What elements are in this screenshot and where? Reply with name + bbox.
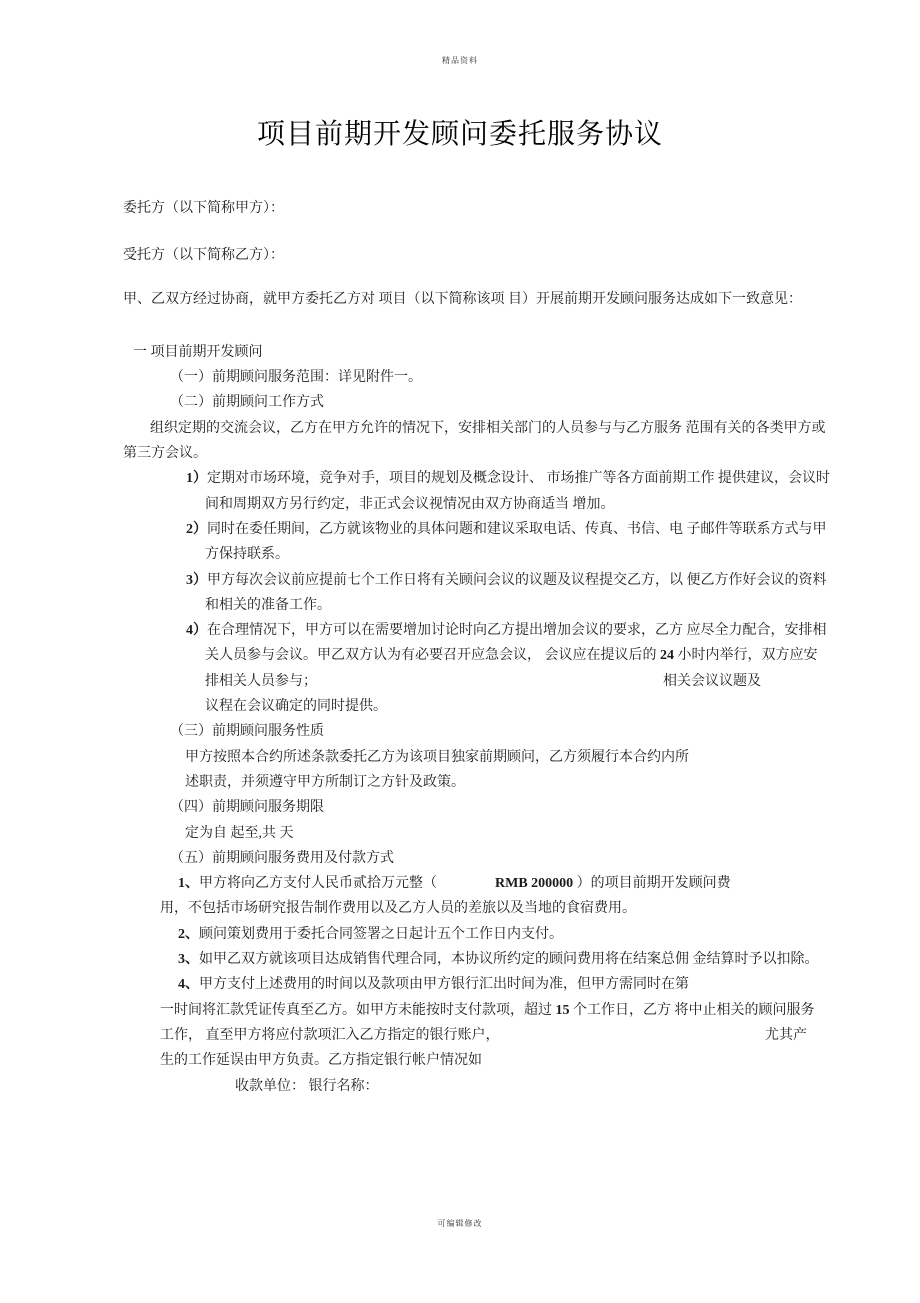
- sub2-number: 2）: [186, 521, 207, 537]
- sub3-text1: 甲方每次会议前应提前七个工作日将有关顾问会议的议题及议程提交乙方，以 便乙方作好会议的资料: [207, 572, 827, 588]
- preamble-line: 甲、乙双方经过协商，就甲方委托乙方对 项目（以下简称该项 目）开展前期开发顾问服务达成如下一致意见：: [123, 291, 802, 307]
- sub4-text1: 在合理情况下，甲方可以在需要增加讨论时向乙方提出增加会议的要求，乙方 应尽全力配合，安排相: [207, 623, 827, 639]
- meeting-para-line1: 组织定期的交流会议，乙方在甲方允许的情况下，安排相关部门的人员参与与乙方服务 范围有关的各类甲方或: [150, 420, 826, 436]
- fee4-number: 4、: [178, 977, 199, 993]
- sub4-line1: [186, 618, 833, 643]
- fee3-line: [178, 947, 833, 972]
- section1-item1: （一）前期顾问服务范围：详见附件一。: [170, 370, 422, 386]
- sub4-hours-value: 24: [660, 648, 674, 664]
- sub4-line3-right: 相关会议议题及: [663, 673, 761, 689]
- section1-item4: （四）前期顾问服务期限: [170, 800, 324, 816]
- item3-body-line1: 甲方按照本合约所述条款委托乙方为该项目独家前期顾问，乙方须履行本合约内所: [185, 749, 689, 765]
- fee4-line4: 生的工作延误由甲方负责。乙方指定银行帐户情况如: [160, 1053, 482, 1069]
- sub4-line2: [205, 643, 833, 668]
- party-b-line: 受托方（以下简称乙方）：: [123, 248, 284, 264]
- sub2-text1: 同时在委任期间，乙方就该物业的具体问题和建议采取电话、传真、书信、电 子邮件等联系方式与甲: [207, 521, 827, 537]
- fee3-number: 3、: [178, 952, 199, 968]
- header-watermark: 精品资料: [442, 56, 478, 65]
- footer-watermark: 可编辑修改: [437, 1219, 483, 1228]
- sub2-line2: 方保持联系。: [205, 547, 289, 563]
- sub4-line2-post: 小时内举行，双方应安: [674, 648, 818, 664]
- fee4-line2-pre: 一时间将汇款凭证传真至乙方。如甲方未能按时支付款项，超过: [160, 1002, 556, 1018]
- sub2-line1: [186, 517, 833, 542]
- sub1-line2: 间和周期双方另行约定，非正式会议视情况由双方协商适当 增加。: [205, 496, 615, 512]
- document-title: 项目前期开发顾问委托服务协议: [256, 119, 663, 150]
- item3-body-line2: 述职责，并须遵守甲方所制订之方针及政策。: [185, 774, 465, 790]
- sub3-number: 3）: [186, 572, 207, 588]
- fee1-amount-value: RMB 200000: [495, 876, 574, 892]
- sub4-line3-left: 排相关人员参与；: [205, 673, 317, 689]
- section1-item2: （二）前期顾问工作方式: [170, 395, 324, 411]
- sub4-line4: 议程在会议确定的同时提供。: [205, 699, 387, 715]
- section1-item3: （三）前期顾问服务性质: [170, 724, 324, 740]
- fee4-line3: [160, 1023, 833, 1048]
- fee1-line2: 用，不包括市场研究报告制作费用以及乙方人员的差旅以及当地的食宿费用。: [160, 901, 636, 917]
- sub4-line3: [205, 669, 833, 694]
- fee4-line2-post: 个工作日，乙方 将中止相关的顾问服务: [569, 1002, 815, 1018]
- fee1-number: 1、: [178, 876, 199, 892]
- sub4-line2-pre: 关人员参与会议。甲乙双方认为有必要召开应急会议， 会议应在提议后的: [205, 648, 660, 664]
- sub3-line1: [186, 568, 833, 593]
- fee1-pre: 甲方将向乙方支付人民币贰拾万元整（: [199, 876, 437, 892]
- sub1-number: 1）: [186, 471, 207, 487]
- fee4-line2: [160, 998, 833, 1023]
- fee1-line1: [178, 871, 833, 896]
- fee2-text: 顾问策划费用于委托合同签署之日起计五个工作日内支付。: [199, 926, 563, 942]
- fee4-line3-right: 尤其产: [765, 1027, 807, 1043]
- section1-item5: （五）前期顾问服务费用及付款方式: [170, 850, 394, 866]
- fee4-text1: 甲方支付上述费用的时间以及款项由甲方银行汇出时间为准，但甲方需同时在第: [199, 977, 689, 993]
- sub1-line1: [186, 466, 833, 491]
- fee2-number: 2、: [178, 926, 199, 942]
- sub4-number: 4）: [186, 623, 207, 639]
- fee3-text: 如甲乙双方就该项目达成销售代理合同，本协议所约定的顾问费用将在结案总佣 金结算时予以扣除。: [199, 952, 819, 968]
- fee4-line3-left: 工作， 直至甲方将应付款项汇入乙方指定的银行账户，: [160, 1027, 500, 1043]
- item4-body-line1: 定为自 起至,共 天: [185, 825, 294, 841]
- fee4-line1: [178, 972, 833, 997]
- fee2-line: [178, 922, 833, 947]
- fee1-post: ）的项目前期开发顾问费: [573, 876, 731, 892]
- section1-heading: 一 项目前期开发顾问: [133, 344, 263, 360]
- bank-info-line: 收款单位： 银行名称：: [235, 1078, 379, 1094]
- meeting-para-line2: 第三方会议。: [123, 446, 207, 462]
- party-a-line: 委托方（以下简称甲方）：: [123, 201, 284, 216]
- sub3-line2: 和相关的准备工作。: [205, 597, 331, 613]
- fee4-days-value: 15: [555, 1002, 570, 1018]
- sub1-text1: 定期对市场环境，竞争对手，项目的规划及概念设计、 市场推广等各方面前期工作 提供建议，会议时: [207, 471, 830, 487]
- document-body: [123, 196, 833, 1099]
